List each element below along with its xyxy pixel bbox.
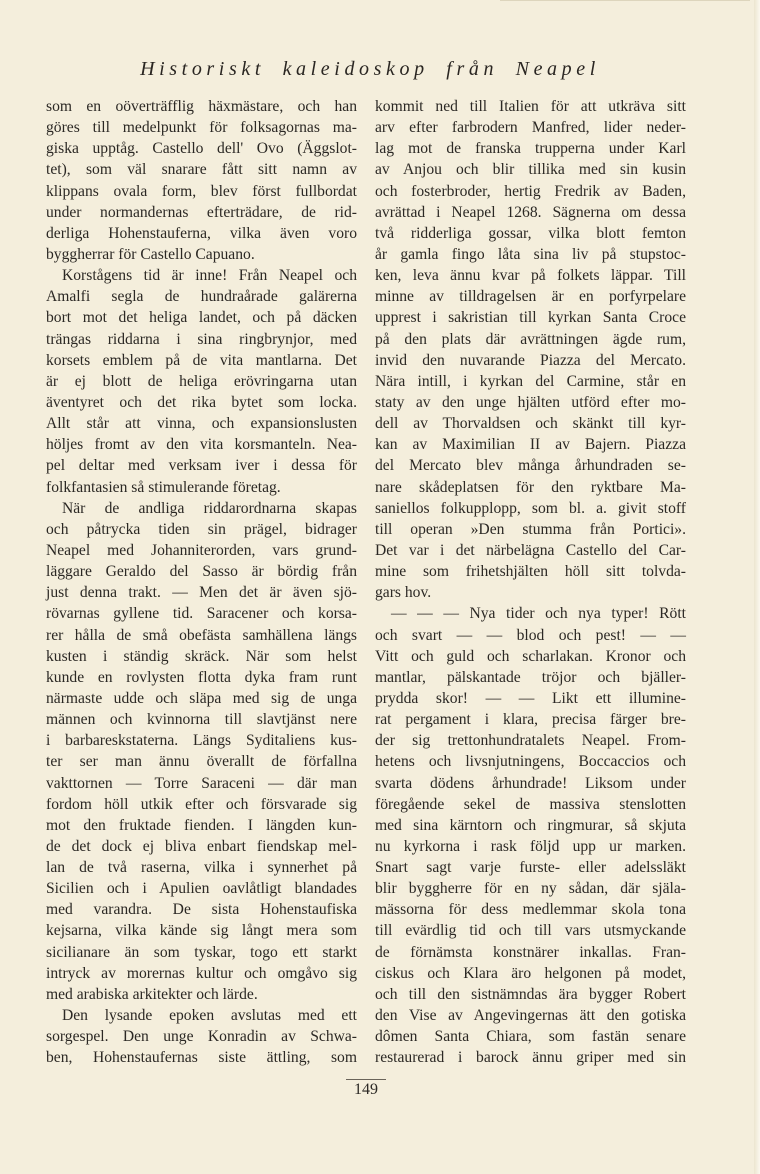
text-line: rer hålla de små obefästa samhällena längs [46, 626, 357, 644]
text-line: till evärdlig tid och till vars utsmyckande [375, 922, 686, 940]
text-line: saniellos folkupplopp, som bl. a. givit stoff [375, 499, 686, 517]
text-line: ken, leva ännu kvar på folkets läppar. Till [375, 267, 686, 285]
text-line: Vitt och guld och scharlakan. Kronor och [375, 647, 686, 665]
text-line: sicilianare än som tyskar, togo ett starkt [46, 943, 357, 961]
text-line: avrättad i Neapel 1268. Sägnerna om dessa [375, 203, 686, 221]
text-line: ciskus och Klara äro helgonen på modet, [375, 964, 686, 982]
text-line: mine som frihetshjälten höll sitt tolvda- [375, 563, 686, 581]
text-line: Det var i det närbelägna Castello del Car- [375, 541, 686, 559]
text-line: byggherrar för Castello Capuano. [46, 245, 255, 263]
text-line: del Mercato blev många århundraden se- [375, 457, 686, 475]
text-line: — — — Nya tider och nya typer! Rött [391, 605, 686, 623]
text-line: Snart sagt varje furste- eller adelssläkt [375, 859, 686, 877]
page-edge [754, 0, 760, 1174]
paragraph [46, 96, 357, 265]
text-line: just denna trakt. — Men det är även sjö- [46, 584, 357, 602]
text-line: upprest i sakristian till kyrkan Santa Croce [375, 309, 686, 327]
text-line: dell av Thorvaldsen och skänkt till kyr- [375, 415, 686, 433]
text-line: i barbareskstaterna. Längs Syditaliens kus- [46, 732, 357, 750]
text-line: kunde en rovlysten flotta dyka fram runt [46, 668, 357, 686]
text-line: av Anjou och blir tillika med sin kusin [375, 161, 686, 179]
text-line: mässorna för dess medlemmar skola tona [375, 901, 686, 919]
text-line: När de andliga riddarordnarna skapas [62, 499, 357, 517]
text-line: kejsarna, vilka kände sig långt mera som [46, 922, 357, 940]
text-line: korsets emblem på de vita mantlarna. Det [46, 351, 357, 369]
text-line: Den lysande epoken avslutas med ett [62, 1007, 357, 1025]
text-line: minne av tilldragelsen är en porfyrpelare [375, 288, 686, 306]
paragraph [375, 96, 686, 603]
text-line: under normandernas efterträdare, de rid- [46, 203, 357, 221]
folio-rule [346, 1079, 386, 1080]
text-line: och till den sistnämndas ära bygger Robert [375, 985, 686, 1003]
text-line: nu kyrkorna i rask följd upp ur marken. [375, 837, 686, 855]
text-line: gars hov. [375, 584, 432, 602]
text-line: intryck av morernas kultur och omgåvo sig [46, 964, 357, 982]
text-line: vakttornen — Torre Saraceni — där man [46, 774, 357, 792]
text-line: kommit ned till Italien för att utkräva sitt [375, 98, 686, 115]
text-line: och påtrycka tiden sin prägel, bidrager [46, 520, 357, 538]
text-line: som en oöverträfflig häxmästare, och han [46, 98, 357, 115]
text-line: restaurerad i barock ännu griper med sin [375, 1049, 686, 1067]
text-line: männen och kvinnorna till slavtjänst nere [46, 711, 357, 729]
text-line: och fosterbroder, hertig Fredrik av Baden, [375, 182, 686, 200]
text-line: derliga Hohenstauferna, vilka även voro [46, 224, 357, 242]
text-line: år gamla fingo låta sina liv på stupstoc- [375, 245, 686, 263]
text-line: Allt står att vinna, och expansionslusten [46, 415, 357, 433]
text-line: arv efter farbrodern Manfred, lider neder- [375, 119, 686, 137]
text-line: på den plats där avrättningen ägde rum, [375, 330, 686, 348]
text-line: invid den nuvarande Piazza del Mercato. [375, 351, 686, 369]
text-line: den Vise av Angevingernas ätt den gotiska [375, 1007, 686, 1025]
text-line: svarta dödens århundrade! Liksom under [375, 774, 686, 792]
left-column [46, 96, 357, 1068]
text-line: Sicilien och i Apulien oavlåtligt blandades [46, 880, 357, 898]
text-line: prydda skor! — — Likt ett illumine- [375, 689, 686, 707]
text-line: äventyret och det rika bytet som locka. [46, 393, 357, 411]
text-line: klippans ovala form, blev först fullbordat [46, 182, 357, 200]
text-line: kusten i ständig skräck. När som helst [46, 647, 357, 665]
text-line: giska upptåg. Castello dell' Ovo (Äggslot- [46, 140, 357, 158]
text-line: höljes fromt av den vita korsmanteln. Nea- [46, 436, 357, 454]
text-line: Korstågens tid är inne! Från Neapel och [62, 267, 357, 285]
text-line: Amalfi segla de hundraårade galärerna [46, 288, 357, 306]
text-line: de det dock ej bliva enbart fiendskap mel- [46, 837, 357, 855]
text-line: göres till medelpunkt för folksagornas ma- [46, 119, 357, 137]
text-line: närmaste udde och släpa med sig de unga [46, 689, 357, 707]
paragraph [46, 1005, 357, 1068]
text-line: trängas riddarna i sina ringbrynjor, med [46, 330, 357, 348]
text-line: staty av den unge hjälten utförd efter mo- [375, 393, 686, 411]
text-line: rövarnas gyllene tid. Saracener och korsa- [46, 605, 357, 623]
text-line: der sig trettonhundratalets Neapel. From- [375, 732, 686, 750]
text-line: pel deltar med verksam iver i dessa för [46, 457, 357, 475]
text-line: blir byggherre för en ny sådan, där själa- [375, 880, 686, 898]
paragraph [46, 265, 357, 498]
text-line: är ej blott de heliga erövringarna utan [46, 372, 357, 390]
text-line: föregående sekel de massiva stenslotten [375, 795, 686, 813]
text-line: nare skådeplatsen för den ryktbare Ma- [375, 478, 686, 496]
right-column [375, 96, 686, 1068]
text-line: läggare Geraldo del Sasso är bördig från [46, 563, 357, 581]
text-line: sorgespel. Den unge Konradin av Schwa- [46, 1028, 357, 1046]
text-line: rat pergament i klara, precisa färger bre- [375, 711, 686, 729]
text-line: med varandra. De sista Hohenstaufiska [46, 901, 357, 919]
text-line: Nära intill, i kyrkan del Carmine, står en [375, 372, 686, 390]
page-number: 149 [354, 1081, 378, 1098]
text-line: med sina kärntorn och ringmurar, så skjuta [375, 816, 686, 834]
text-line: ter ser man ännu överallt de förfallna [46, 753, 357, 771]
text-line: dômen Santa Chiara, som fastän senare [375, 1028, 686, 1046]
text-line: hetens och livsnjutningens, Boccaccios och [375, 753, 686, 771]
text-line: med arabiska arkitekter och lärde. [46, 985, 258, 1003]
scan-edge-line [500, 0, 750, 1]
paragraph [46, 498, 357, 1005]
text-line: ben, Hohenstaufernas siste ättling, som [46, 1049, 357, 1067]
running-head: Historiskt kaleidoskop från Neapel [140, 58, 600, 80]
text-line: bort mot det heliga landet, och på däcken [46, 309, 357, 327]
text-line: lan de två raserna, vilka i synnerhet på [46, 859, 357, 877]
text-line: Neapel med Johanniterorden, vars grund- [46, 541, 357, 559]
text-line: kan av Maximilian II av Bajern. Piazza [375, 436, 686, 454]
text-line: fordom höll utkik efter och försvarade sig [46, 795, 357, 813]
text-line: mot den fruktade fienden. I längden kun- [46, 816, 357, 834]
text-line: de förnämsta konstnärer inkallas. Fran- [375, 943, 686, 961]
text-line: lag mot de franska trupperna under Karl [375, 140, 686, 158]
text-line: folkfantasien så stimulerande företag. [46, 478, 281, 496]
text-line: och svart — — blod och pest! — — [375, 626, 686, 644]
text-line: tet), som väl snarare fått sitt namn av [46, 161, 357, 179]
text-line: två ridderliga gossar, vilka blott femton [375, 224, 686, 242]
text-line: mantlar, pälskantade tröjor och bjäller- [375, 668, 686, 686]
paragraph [375, 603, 686, 1068]
text-line: till operan »Den stumma från Portici». [375, 520, 686, 538]
